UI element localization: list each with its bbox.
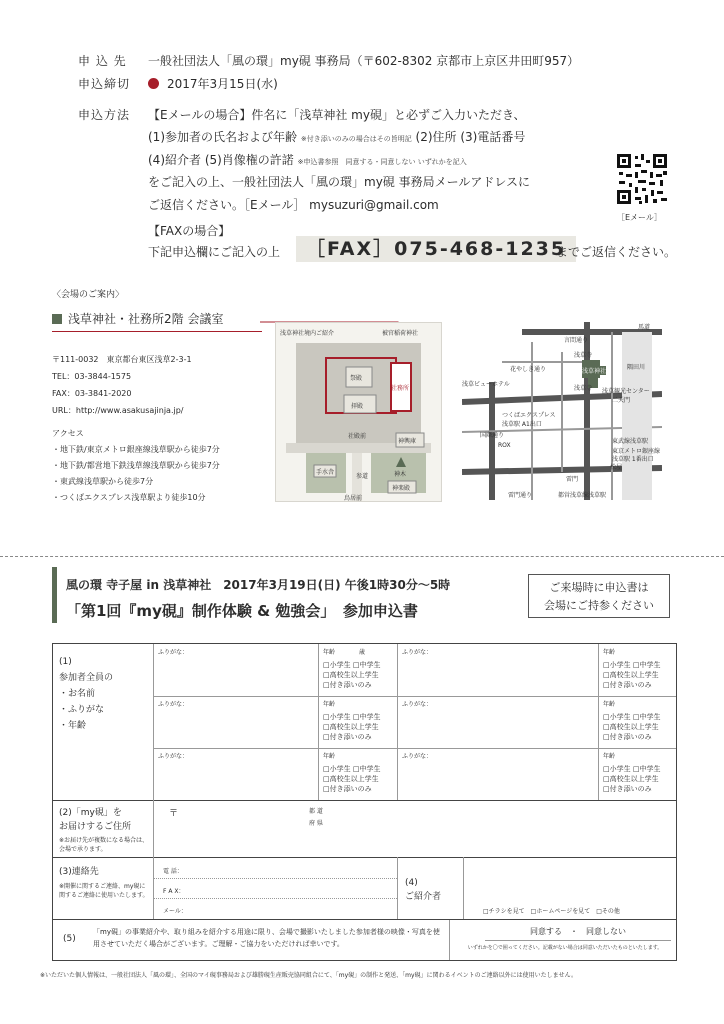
sec4-label: (4) ご紹介者	[405, 878, 442, 902]
age-label: 年齢	[323, 753, 336, 760]
fax-title: 【FAXの場合】	[148, 224, 231, 238]
age-checks[interactable]: □小学生 □中学生 □高校生以上学生 □付き添いのみ	[323, 661, 381, 689]
map2-label: 雷門	[566, 476, 579, 483]
pref-label: 都 道	[309, 808, 323, 815]
map2-label: 隅田川	[627, 364, 646, 371]
privacy-note: ※いただいた個人情報は、一般社団法人「風の環」、全国のマイ硯事務局および雄勝硯生産販売協同組合にて、「my硯」の制作と発送、「my硯」に関わるイベントのご連絡以外には使用いたしません。	[40, 972, 577, 979]
furigana-label: ふりがな：	[402, 701, 433, 708]
sec3-note: ※開催に関するご連絡、my硯に関するご連絡に使用いたします。	[59, 883, 149, 899]
venue-guide: 〈会場のご案内〉	[52, 290, 125, 300]
map2-label: 浅草寺	[574, 385, 593, 392]
map1-label: 神輿庫	[398, 438, 417, 445]
map2-label: 国際通り	[480, 432, 505, 439]
sec5-label: (5)	[63, 934, 76, 944]
consent-note: いずれかを〇で囲ってください。記載がない場合は同意いただいたものといたします。	[467, 945, 663, 951]
access-title: アクセス	[52, 429, 84, 438]
consent-choice[interactable]: 同意する ・ 同意しない	[485, 926, 671, 941]
age-label: 年齢	[323, 701, 336, 708]
age-label: 年齢 歳	[323, 649, 366, 656]
map2-label: つくばエクスプレス	[502, 412, 556, 419]
map2-label: 浅草駅 A1出口	[502, 421, 542, 428]
map1-label: 神楽殿	[392, 485, 411, 492]
venue-url[interactable]: URL：http://www.asakusajinja.jp/	[52, 406, 184, 415]
method-label: 申込方法	[78, 108, 131, 122]
map1-label: 社殿前	[348, 433, 367, 440]
qr-code-icon	[615, 152, 669, 206]
map2-label: 浅草ビューホテル	[462, 381, 510, 388]
map2-label: 二天門	[612, 397, 631, 404]
furigana-label: ふりがな：	[158, 701, 189, 708]
map1-label: 拝殿	[351, 403, 364, 410]
sec2-label: (2)「my硯」を お届けするご住所	[59, 808, 132, 832]
map2-label: 東武線浅草駅	[612, 438, 649, 445]
map2-label: 浅草神社	[582, 368, 607, 375]
age-checks[interactable]: □小学生 □中学生 □高校生以上学生 □付き添いのみ	[323, 713, 381, 741]
furigana-label: ふりがな：	[158, 753, 189, 760]
sec3-label: (3)連絡先	[59, 867, 99, 877]
access-item: ・地下鉄/東京メトロ銀座線浅草駅から徒歩7分	[52, 445, 220, 454]
email-line5: ご返信ください。［Eメール］ mysuzuri@gmail.com	[148, 198, 439, 212]
map2-label: 雷門通り	[508, 492, 533, 499]
area-map	[462, 322, 662, 500]
age-label: 年齢	[603, 701, 616, 708]
email-line2: (1)参加者の氏名および年齢 ※付き添いのみの場合はその旨明記 (2)住所 (3)電話番号	[148, 130, 526, 144]
age-checks[interactable]: □小学生 □中学生 □高校生以上学生 □付き添いのみ	[603, 765, 661, 793]
notice-box: ご来場時に申込書は 会場にご持参ください	[528, 574, 670, 618]
furigana-label: ふりがな：	[158, 649, 189, 656]
map1-label: 被官稲荷神社	[382, 330, 419, 337]
venue-postal: 〒111-0032 東京都台東区浅草2-3-1	[52, 355, 192, 364]
cut-line	[0, 556, 724, 557]
access-item: ・つくばエクスプレス浅草駅より徒歩10分	[52, 493, 206, 502]
email-line1: 【Eメールの場合】件名に「浅草神社 my硯」と必ずご入力いただき、	[148, 108, 526, 122]
access-item: ・地下鉄/都営地下鉄浅草線浅草駅から徒歩7分	[52, 461, 220, 470]
map1-label: 神木	[394, 471, 407, 478]
map2-label: 馬道	[638, 324, 651, 331]
form-heading2: 「第1回『my硯』制作体験 & 勉強会」 参加申込書	[66, 602, 418, 620]
furigana-label: ふりがな：	[402, 753, 433, 760]
shrine-grounds-map	[275, 322, 442, 502]
map2-label: 浅草寺	[574, 352, 593, 359]
square-icon	[52, 314, 62, 324]
qr-caption: ［Eメール］	[617, 213, 662, 222]
venue-contact	[52, 351, 192, 419]
apply-to-value: 一般社団法人「風の環」my硯 事務局（〒602-8302 京都市上京区井田町957）	[148, 54, 580, 68]
email-line3: (4)紹介者 (5)肖像権の許諾 ※申込書参照 同意する・同意しない いずれかを記入	[148, 153, 467, 167]
map2-label: 松屋	[610, 464, 623, 471]
map2-label: 浅草観光センター	[602, 388, 650, 395]
form-heading1: 風の環 寺子屋 in 浅草神社 2017年3月19日(日) 午後1時30分～5時	[66, 578, 451, 592]
venue-title: 浅草神社・社務所2階 会議室	[52, 310, 262, 332]
fax-field[interactable]: F A X：	[163, 888, 185, 895]
age-checks[interactable]: □小学生 □中学生 □高校生以上学生 □付き添いのみ	[603, 661, 661, 689]
map2-label: 東京メトロ銀座線	[612, 448, 661, 455]
postal-mark[interactable]: 〒	[169, 809, 179, 819]
map1-title: 浅草神社境内ご紹介	[280, 330, 335, 337]
map1-label: 手水舎	[316, 469, 335, 476]
map2-label: 都営浅草線浅草駅	[558, 492, 607, 499]
tel-field[interactable]: 電 話：	[163, 868, 183, 875]
apply-to-label: 申 込 先	[78, 54, 127, 68]
venue-access	[52, 426, 220, 506]
map1-label: 参道	[356, 473, 369, 480]
age-checks[interactable]: □小学生 □中学生 □高校生以上学生 □付き添いのみ	[603, 713, 661, 741]
venue-fax: FAX：03-3841-2020	[52, 389, 132, 398]
map2-label: 言問通り	[564, 337, 589, 344]
sec1-label: (1) 参加者全員の ・お名前 ・ふりがな ・年齢	[59, 657, 114, 731]
application-form	[52, 643, 677, 961]
deadline-value: 2017年3月15日(水)	[148, 75, 278, 92]
map1-label: 鳥居前	[344, 495, 363, 502]
sec5-text: 「my硯」の事業紹介や、取り組みを紹介する用途に限り、会場で撮影いたしました参加者様の映像・写真を使用させていただく場合がございます。ご理解・ご協力をいただければ幸いです。	[93, 928, 440, 948]
deadline-label: 申込締切	[78, 77, 131, 91]
map1-label: 社務所	[391, 385, 410, 392]
fax-lead: 下記申込欄にご記入の上	[148, 245, 281, 259]
fax-number: ［FAX］075-468-1235	[296, 236, 576, 262]
map2-label: 花やしき通り	[510, 366, 547, 373]
age-label: 年齢	[603, 753, 616, 760]
mail-field[interactable]: メール：	[163, 908, 187, 915]
pref-label2: 府 県	[309, 820, 323, 827]
email-line4: をご記入の上、一般社団法人「風の環」my硯 事務局メールアドレスに	[148, 175, 531, 189]
age-label: 年齢	[603, 649, 616, 656]
referral-checks[interactable]: □チラシを見て □ホームページを見て □その他	[483, 908, 620, 915]
age-checks[interactable]: □小学生 □中学生 □高校生以上学生 □付き添いのみ	[323, 765, 381, 793]
venue-tel: TEL：03-3844-1575	[52, 372, 132, 381]
access-item: ・東武線浅草駅から徒歩7分	[52, 477, 154, 486]
furigana-label: ふりがな：	[402, 649, 433, 656]
bullet-icon	[148, 78, 159, 89]
accent-bar	[52, 567, 57, 623]
map2-label: ROX	[498, 442, 511, 449]
map1-label: 祭殿	[350, 375, 363, 382]
map2-label: 浅草駅 1番出口	[612, 456, 654, 463]
sec2-note: ※お届け先が複数になる場合は、会場で承ります。	[59, 837, 149, 853]
fax-tail: までご返信ください。	[556, 245, 677, 259]
